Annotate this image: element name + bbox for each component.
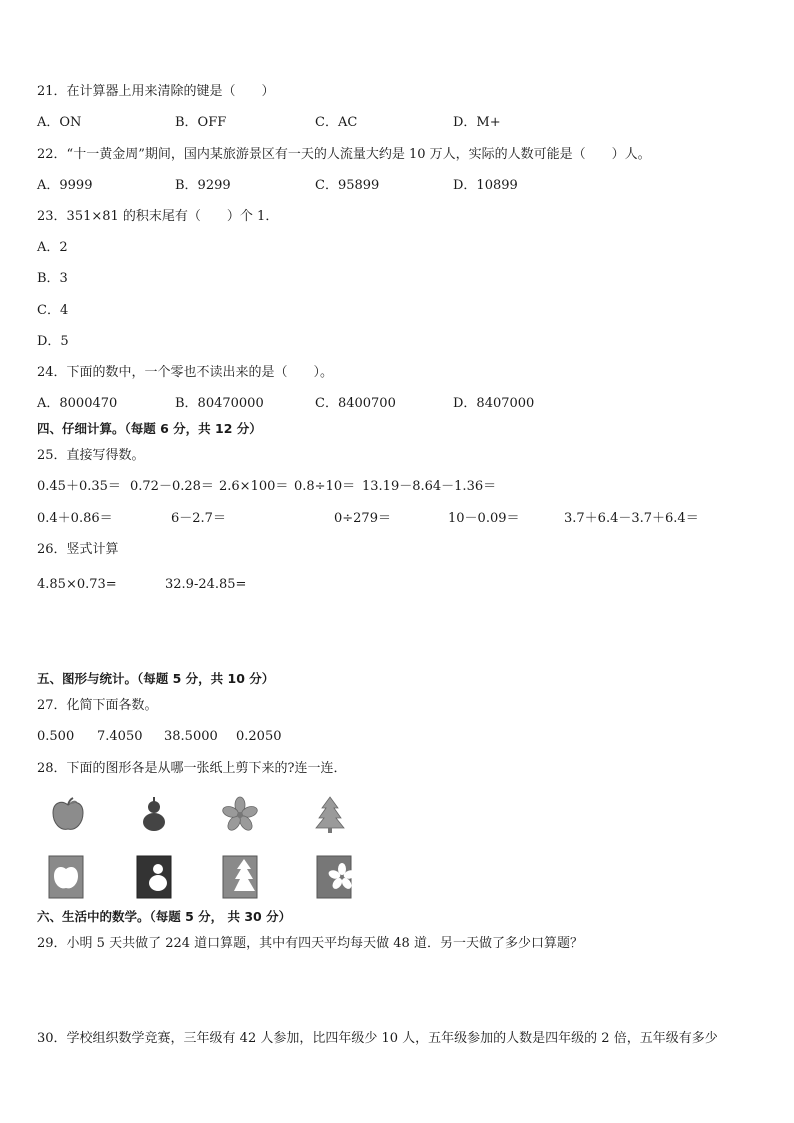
gourd-shape-figure <box>134 795 174 835</box>
section-6-heading: 六、生活中的数学。（每题 5 分， 共 30 分） <box>37 909 292 924</box>
q26-item1: 4.85×0.73= <box>37 577 117 592</box>
q23-option-d: D．5 <box>37 334 69 349</box>
q27-item2: 7.4050 <box>97 729 143 744</box>
q22-option-d: D．10899 <box>453 178 518 193</box>
section-5-heading: 五、图形与统计。（每题 5 分，共 10 分） <box>37 671 275 686</box>
q21-option-c: C．AC <box>315 115 358 130</box>
q25-row1-item2: 0.72－0.28＝ <box>130 479 214 494</box>
q25-row1-item3: 2.6×100＝ <box>219 479 289 494</box>
q22-option-c: C．95899 <box>315 178 380 193</box>
q24-option-d: D．8407000 <box>453 396 535 411</box>
paper-flower-cutout-figure <box>316 855 352 899</box>
question-22-stem: 22．“十一黄金周”期间，国内某旅游景区有一天的人流量大约是 10 万人，实际的人数可能是（ ）人。 <box>37 147 651 162</box>
q25-row2-item2: 6－2.7＝ <box>171 511 226 526</box>
q25-row1-item4: 0.8÷10＝ <box>294 479 356 494</box>
q24-option-b: B．80470000 <box>175 396 264 411</box>
paper-tree-cutout-figure <box>222 855 258 899</box>
tree-shape-figure <box>310 795 350 835</box>
q27-item3: 38.5000 <box>164 729 218 744</box>
question-26-stem: 26．竖式计算 <box>37 542 119 557</box>
q22-option-a: A．9999 <box>37 178 93 193</box>
q23-option-a: A．2 <box>37 240 68 255</box>
q24-option-a: A．8000470 <box>37 396 118 411</box>
q21-option-d: D．M+ <box>453 115 501 130</box>
q27-item1: 0.500 <box>37 729 75 744</box>
paper-apple-cutout-figure <box>48 855 84 899</box>
q25-row2-item4: 10－0.09＝ <box>448 511 520 526</box>
q21-option-a: A．ON <box>37 115 82 130</box>
q27-item4: 0.2050 <box>236 729 282 744</box>
question-24-stem: 24．下面的数中，一个零也不读出来的是（ ）。 <box>37 365 334 380</box>
flower-shape-figure <box>220 795 260 835</box>
question-23-stem: 23．351×81 的积末尾有（ ）个 1． <box>37 209 279 224</box>
question-29-stem: 29．小明 5 天共做了 224 道口算题，其中有四天平均每天做 48 道．另一天做了多少口算题？ <box>37 936 583 951</box>
apple-shape-figure <box>48 795 88 835</box>
question-21-stem: 21．在计算器上用来清除的键是（ ） <box>37 84 275 99</box>
q25-row1-item1: 0.45＋0.35＝ <box>37 479 121 494</box>
q25-row2-item3: 0÷279＝ <box>334 511 391 526</box>
question-30-stem: 30．学校组织数学竞赛，三年级有 42 人参加，比四年级少 10 人，五年级参加的人数是四年级的 2 倍，五年级有多少 <box>37 1031 718 1046</box>
question-27-stem: 27．化简下面各数。 <box>37 698 158 713</box>
q23-option-c: C．4 <box>37 303 69 318</box>
question-28-stem: 28．下面的图形各是从哪一张纸上剪下来的?连一连． <box>37 761 347 776</box>
section-4-heading: 四、仔细计算。（每题 6 分，共 12 分） <box>37 421 262 436</box>
q23-option-b: B．3 <box>37 271 68 286</box>
paper-gourd-cutout-figure <box>136 855 172 899</box>
q21-option-b: B．OFF <box>175 115 227 130</box>
q22-option-b: B．9299 <box>175 178 231 193</box>
question-25-stem: 25．直接写得数。 <box>37 448 145 463</box>
q26-item2: 32.9-24.85= <box>165 577 247 592</box>
q24-option-c: C．8400700 <box>315 396 396 411</box>
q25-row2-item5: 3.7＋6.4－3.7＋6.4＝ <box>564 511 699 526</box>
q25-row2-item1: 0.4＋0.86＝ <box>37 511 113 526</box>
q25-row1-item5: 13.19－8.64－1.36＝ <box>362 479 497 494</box>
